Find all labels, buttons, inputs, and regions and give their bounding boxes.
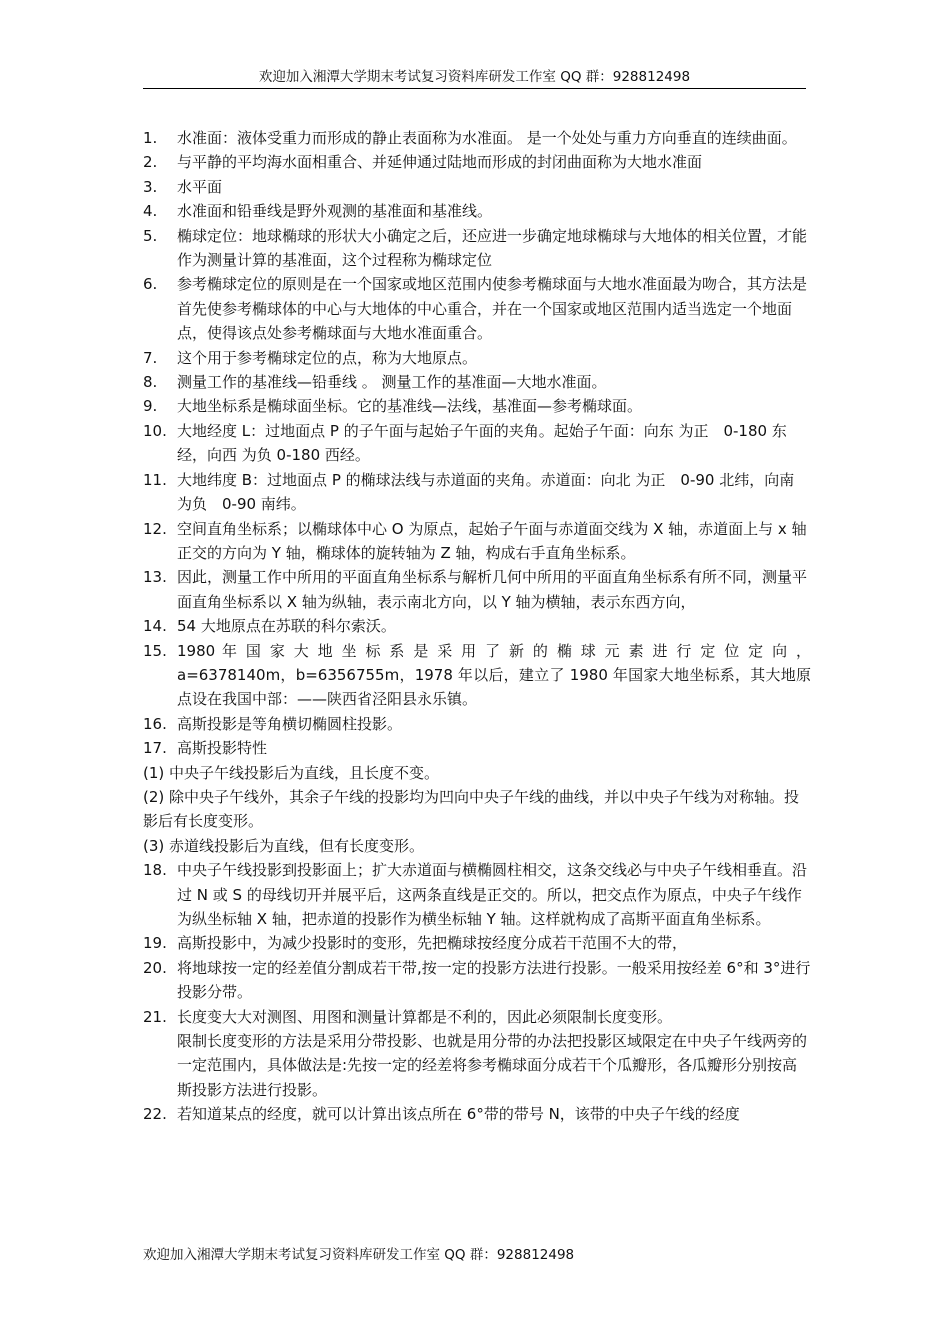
list-item: [143, 394, 811, 418]
list-item: [143, 175, 811, 199]
list-item: [143, 712, 811, 736]
list-item: [143, 1005, 811, 1029]
item-number: 9.: [143, 397, 158, 416]
sub-item-text: 除中央子午线外，其余子午线的投影均为凹向中央子午线的曲线，并以中央子午线为对称轴。投影后有长度变形。: [143, 787, 800, 831]
list-item: [143, 736, 811, 760]
list-item: [143, 199, 811, 223]
sub-item: [143, 834, 811, 858]
list-item: [143, 565, 811, 614]
list-item: [143, 1102, 811, 1126]
header-divider: [143, 88, 806, 89]
item-number: 18.: [143, 861, 167, 880]
item-number: 22.: [143, 1105, 167, 1124]
item-text: 将地球按一定的经差值分割成若干带,按一定的投影方法进行投影。一般采用按经差 6°和 3°进行投影分带。: [177, 958, 811, 1002]
item-number: 4.: [143, 202, 158, 221]
list-item: [143, 150, 811, 174]
item-number: 13.: [143, 568, 167, 587]
page-footer: 欢迎加入湘潭大学期末考试复习资料库研发工作室 QQ 群：928812498: [143, 1247, 575, 1263]
item-number: 15.: [143, 641, 167, 660]
item-number: 20.: [143, 958, 167, 977]
item-text: 高斯投影中，为减少投影时的变形，先把椭球按经度分成若干范围不大的带，: [177, 934, 688, 953]
sub-item-number: (3): [143, 836, 165, 855]
list-item: [143, 346, 811, 370]
list-item: [143, 370, 811, 394]
item-text: 高斯投影特性: [177, 739, 268, 758]
item-text: 因此，测量工作中所用的平面直角坐标系与解析几何中所用的平面直角坐标系有所不同，测量平面直角坐标系以 X 轴为纵轴，表示南北方向，以 Y 轴为横轴，表示东西方向，: [177, 568, 808, 611]
list-item: [143, 517, 811, 566]
item-text: 椭球定位：地球椭球的形状大小确定之后，还应进一步确定地球椭球与大地体的相关位置，才能作为测量计算的基准面，这个过程称为椭球定位: [177, 226, 808, 270]
item-number: 16.: [143, 714, 167, 733]
item-text: 高斯投影是等角横切椭圆柱投影。: [177, 714, 403, 733]
item-text: 若知道某点的经度，就可以计算出该点所在 6°带的带号 N，该带的中央子午线的经度: [177, 1105, 740, 1124]
item-text: 水准面：液体受重力而形成的静止表面称为水准面。 是一个处处与重力方向垂直的连续曲面。: [177, 129, 797, 147]
item-text: 1980 年 国 家 大 地 坐 标 系 是 采 用 了 新 的 椭 球 元 素 进 行 定 位 定 向 ， a=6378140m，b=6356755m，1978 年以后，建立了 1980 年国家大地坐标系，其大地原点设在我国中部：——陕西省泾阳县永乐镇。: [177, 641, 811, 709]
item-number: 14.: [143, 617, 167, 636]
item-number: 11.: [143, 470, 167, 489]
item-text: 水准面和铅垂线是野外观测的基准面和基准线。: [177, 202, 493, 221]
item-number: 6.: [143, 275, 158, 294]
list-item: [143, 468, 811, 517]
sub-item-number: (1): [143, 763, 165, 782]
item-text: 大地经度 L：过地面点 P 的子午面与起始子午面的夹角。起始子午面：向东 为正 0-180 东经，向西 为负 0-180 西经。: [177, 421, 787, 465]
item-number: 1.: [143, 129, 158, 147]
item-number: 7.: [143, 348, 158, 367]
list-item: [143, 126, 811, 150]
item-text: 中央子午线投影到投影面上；扩大赤道面与横椭圆柱相交，这条交线必与中央子午线相垂直。沿过 N 或 S 的母线切开并展平后，这两条直线是正交的。所以，把交点作为原点，中央子午线作为纵坐标轴 X 轴，把赤道的投影作为横坐标轴 Y 轴。这样就构成了高斯平面直角坐标系。: [177, 861, 808, 928]
list-item: [143, 956, 811, 1005]
page-header: 欢迎加入湘潭大学期末考试复习资料库研发工作室 QQ 群：928812498: [258, 69, 691, 85]
item-number: 12.: [143, 519, 167, 538]
item-number: 17.: [143, 739, 167, 758]
item-text: 与平静的平均海水面相重合、并延伸通过陆地而形成的封闭曲面称为大地水准面: [177, 153, 703, 172]
item-text: 大地坐标系是椭球面坐标。它的基准线—法线，基准面—参考椭球面。: [177, 397, 643, 416]
sub-item: [143, 785, 811, 834]
list-item: [143, 931, 811, 955]
list-item: [143, 224, 811, 273]
item-text: 测量工作的基准线—铅垂线 。 测量工作的基准面—大地水准面。: [177, 373, 607, 392]
item-text: 这个用于参考椭球定位的点，称为大地原点。: [177, 348, 478, 367]
list-item: [143, 272, 811, 345]
list-item: [143, 614, 811, 638]
item-text: 长度变大大对测图、用图和测量计算都是不利的，因此必须限制长度变形。: [177, 1007, 673, 1026]
item-number: 10.: [143, 421, 167, 440]
item-continuation: 限制长度变形的方法是采用分带投影、也就是用分带的办法把投影区域限定在中央子午线两旁的一定范围内，具体做法是:先按一定的经差将参考椭球面分成若干个瓜瓣形，各瓜瓣形分别按高斯投影方法进行投影。: [177, 1032, 808, 1099]
item-text: 54 大地原点在苏联的科尔索沃。: [177, 617, 396, 636]
list-item: [143, 639, 811, 712]
item-number: 8.: [143, 373, 158, 392]
item-number: 2.: [143, 153, 158, 172]
item-number: 21.: [143, 1007, 167, 1026]
list-item: [143, 858, 811, 931]
sub-item-text: 中央子午线投影后为直线，且长度不变。: [169, 763, 440, 782]
item-text: 水平面: [177, 177, 223, 196]
sub-item: [143, 761, 811, 785]
sub-item-text: 赤道线投影后为直线，但有长度变形。: [169, 836, 425, 855]
list-item: [143, 419, 811, 468]
item-number: 5.: [143, 226, 158, 245]
item-text: 空间直角坐标系；以椭球体中心 O 为原点，起始子午面与赤道面交线为 X 轴，赤道面上与 x 轴正交的方向为 Y 轴，椭球体的旋转轴为 Z 轴，构成右手直角坐标系。: [177, 519, 807, 562]
document-body: [143, 126, 811, 1127]
item-number: 3.: [143, 177, 158, 196]
sub-item-number: (2): [143, 787, 165, 806]
item-number: 19.: [143, 934, 167, 953]
item-text: 参考椭球定位的原则是在一个国家或地区范围内使参考椭球面与大地水准面最为吻合，其方法是首先使参考椭球体的中心与大地体的中心重合，并在一个国家或地区范围内适当选定一个地面点，使得该点处参考椭球面与大地水准面重合。: [177, 275, 808, 343]
item-text: 大地纬度 B：过地面点 P 的椭球法线与赤道面的夹角。赤道面：向北 为正 0-90 北纬，向南 为负 0-90 南纬。: [177, 470, 795, 514]
